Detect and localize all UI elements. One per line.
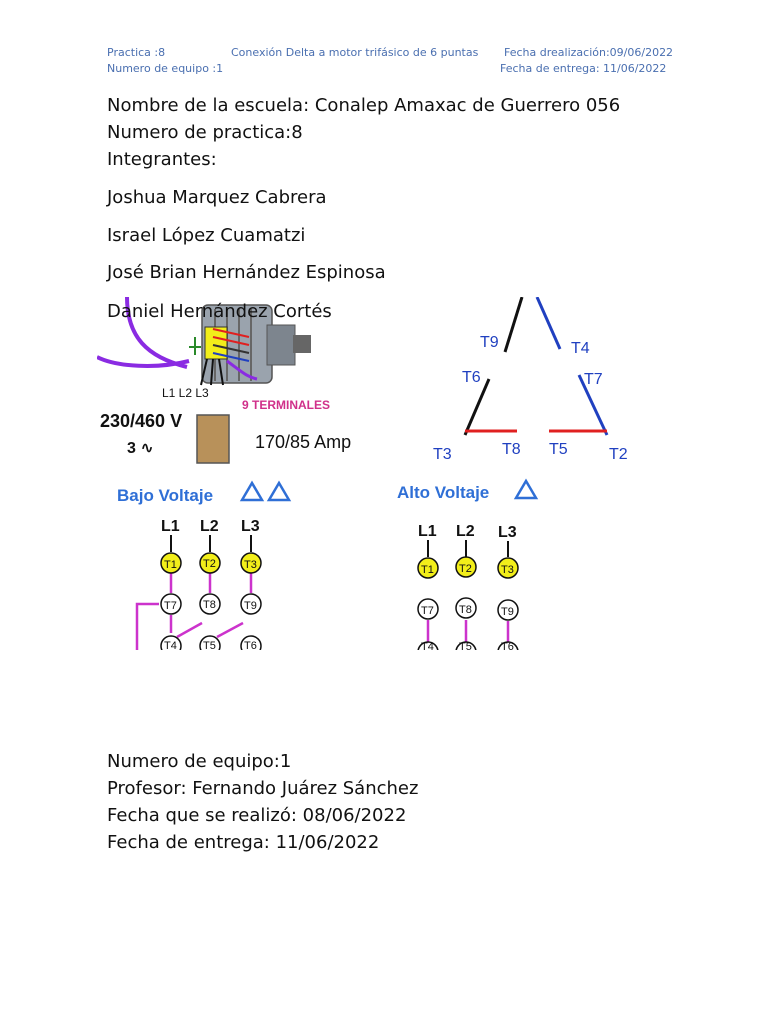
phase-label: 3 ∿: [127, 440, 154, 457]
low-voltage-title: Bajo Voltaje: [117, 486, 214, 505]
nameplate-icon: [197, 415, 229, 463]
delta-symbol-icon: [516, 481, 536, 498]
school-name: Nombre de la escuela: Conalep Amaxac de Guerrero 056: [107, 95, 621, 116]
amperage-label: 170/85 Amp: [255, 432, 352, 452]
delta-label-t3: T3: [433, 446, 452, 463]
delta-triangle: [465, 297, 607, 435]
date-due: Fecha de entrega: 11/06/2022: [107, 832, 380, 853]
delta-symbol-icon: [242, 483, 262, 500]
low-terminal-t1: T1: [164, 559, 177, 571]
members-label: Integrantes:: [107, 149, 217, 170]
header-title: Conexión Delta a motor trifásico de 6 puntas: [231, 46, 479, 59]
delta-label-t9: T9: [480, 334, 499, 351]
date-done: Fecha que se realizó: 08/06/2022: [107, 805, 407, 826]
low-terminal-t9: T9: [244, 600, 257, 612]
member-name: Joshua Marquez Cabrera: [107, 187, 327, 208]
low-terminal-t5: T5: [203, 640, 216, 650]
header-practice: Practica :8: [107, 46, 166, 59]
high-line-l2: L2: [456, 523, 475, 540]
high-terminal-t1: T1: [421, 564, 434, 576]
delta-label-t8: T8: [502, 441, 521, 458]
low-terminal-t8: T8: [203, 599, 216, 611]
high-terminal-t2: T2: [459, 563, 472, 575]
practice-number: Numero de practica:8: [107, 122, 303, 143]
header-team: Numero de equipo :1: [107, 62, 224, 75]
low-line-l2: L2: [200, 518, 219, 535]
header-date-due: Fecha de entrega: 11/06/2022: [500, 62, 667, 75]
low-line-l1: L1: [161, 518, 180, 535]
low-terminal-t7: T7: [164, 600, 177, 612]
high-voltage-title: Alto Voltaje: [397, 483, 490, 502]
delta-label-t6: T6: [462, 369, 481, 386]
voltage-label: 230/460 V: [100, 411, 183, 431]
member-name: José Brian Hernández Espinosa: [107, 262, 386, 283]
high-terminal-t8: T8: [459, 604, 472, 616]
member-name: Israel López Cuamatzi: [107, 225, 306, 246]
delta-label-t7: T7: [584, 371, 603, 388]
high-terminal-t9: T9: [501, 606, 514, 618]
delta-label-t5: T5: [549, 441, 568, 458]
terminals-note: 9 TERMINALES: [242, 398, 331, 412]
high-terminal-t6: T6: [501, 641, 514, 650]
low-line-l3: L3: [241, 518, 260, 535]
team-number: Numero de equipo:1: [107, 751, 292, 772]
low-terminal-t6: T6: [244, 640, 257, 650]
high-terminal-t5: T5: [459, 641, 472, 650]
high-terminal-t7: T7: [421, 605, 434, 617]
motor-leads-label: L1 L2 L3: [162, 386, 209, 400]
member-name: Daniel Hernández Cortés: [107, 301, 332, 322]
header-date-done: Fecha drealización:09/06/2022: [504, 46, 674, 59]
motor-wiring-diagram: [97, 297, 652, 650]
high-line-l1: L1: [418, 523, 437, 540]
delta-label-t2: T2: [609, 446, 628, 463]
high-line-l3: L3: [498, 524, 517, 541]
low-terminal-t3: T3: [244, 559, 257, 571]
low-terminal-t2: T2: [203, 558, 216, 570]
high-terminal-t3: T3: [501, 564, 514, 576]
delta-symbol-icon: [269, 483, 289, 500]
low-terminal-t4: T4: [164, 640, 177, 650]
delta-label-t4: T4: [571, 340, 590, 357]
teacher-name: Profesor: Fernando Juárez Sánchez: [107, 778, 419, 799]
high-terminal-t4: T4: [421, 641, 434, 650]
